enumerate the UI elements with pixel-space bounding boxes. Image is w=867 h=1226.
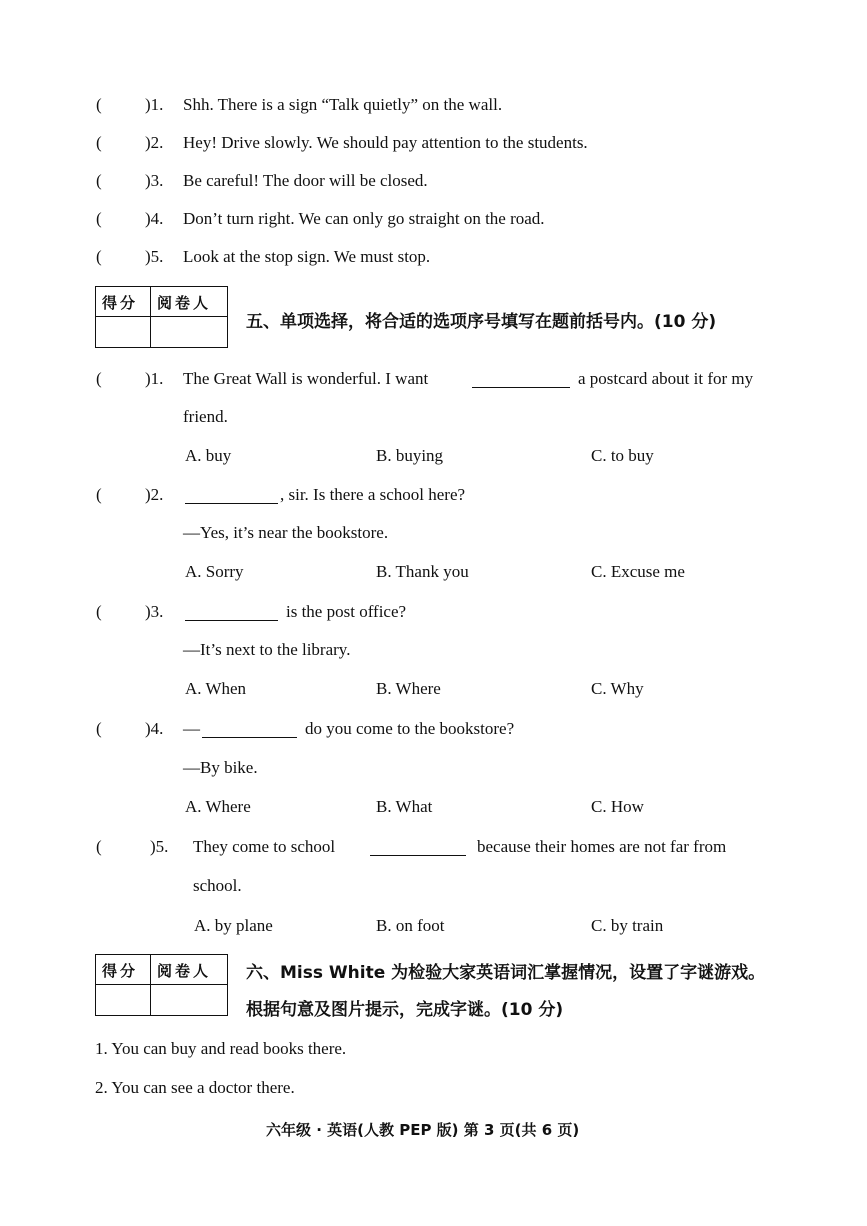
score-label: 得分 — [102, 294, 139, 312]
item-number: )1. — [145, 369, 164, 388]
page-footer: 六年级 · 英语(人教 PEP 版) 第 3 页(共 6 页) — [266, 1121, 580, 1139]
riddle-clue-1: 1. You can buy and read books there. — [95, 1039, 347, 1058]
item-number: )4. — [145, 719, 164, 738]
answer-bracket[interactable]: ( — [96, 247, 102, 266]
fill-blank[interactable] — [370, 839, 466, 856]
section-5-title: 五、单项选择，将合适的选项序号填写在题前括号内。(10 分) — [246, 312, 717, 332]
option-c[interactable]: C. by train — [591, 916, 664, 935]
item-number: )5. — [150, 837, 169, 856]
item-number: )5. — [145, 247, 164, 266]
item-text: Shh. There is a sign “Talk quietly” on the wall. — [183, 95, 503, 114]
item-number: )2. — [145, 133, 164, 152]
option-b[interactable]: B. Thank you — [376, 562, 469, 581]
item-number: )4. — [145, 209, 164, 228]
item-number: )3. — [145, 171, 164, 190]
answer-bracket[interactable]: ( — [96, 719, 102, 738]
option-a[interactable]: A. Sorry — [185, 562, 244, 581]
section-6-title-line2: 根据句意及图片提示，完成字谜。(10 分) — [246, 1000, 564, 1020]
question-text: They come to school — [193, 837, 336, 856]
question-text: The Great Wall is wonderful. I want — [183, 369, 429, 388]
riddle-clue-2: 2. You can see a doctor there. — [95, 1078, 295, 1097]
answer-line: —By bike. — [183, 758, 258, 777]
question-text-wrap: school. — [193, 876, 242, 895]
item-text: Hey! Drive slowly. We should pay attention to the students. — [183, 133, 588, 152]
answer-bracket[interactable]: ( — [96, 95, 102, 114]
answer-bracket[interactable]: ( — [96, 369, 102, 388]
item-text: Be careful! The door will be closed. — [183, 171, 428, 190]
fill-blank[interactable] — [202, 721, 297, 738]
option-c[interactable]: C. to buy — [591, 446, 654, 465]
fill-blank[interactable] — [185, 487, 278, 504]
option-b[interactable]: B. on foot — [376, 916, 445, 935]
reviewer-label: 阅卷人 — [157, 294, 212, 312]
fill-blank[interactable] — [185, 604, 278, 621]
item-text: Don’t turn right. We can only go straight on the road. — [183, 209, 545, 228]
answer-line: —It’s next to the library. — [183, 640, 351, 659]
item-number: )1. — [145, 95, 164, 114]
option-a[interactable]: A. buy — [185, 446, 232, 465]
option-b[interactable]: B. What — [376, 797, 433, 816]
question-text-cont: a postcard about it for my — [578, 369, 754, 388]
question-text: is the post office? — [286, 602, 407, 621]
score-box — [95, 954, 228, 1016]
option-c[interactable]: C. Excuse me — [591, 562, 685, 581]
answer-bracket[interactable]: ( — [96, 485, 102, 504]
item-number: )3. — [145, 602, 164, 621]
reviewer-label: 阅卷人 — [157, 962, 212, 980]
question-text-wrap: friend. — [183, 407, 228, 426]
dash: — — [183, 719, 200, 738]
item-text: Look at the stop sign. We must stop. — [183, 247, 431, 266]
answer-bracket[interactable]: ( — [96, 602, 102, 621]
section-6-title-line1: 六、Miss White 为检验大家英语词汇掌握情况，设置了字谜游戏。 — [246, 963, 766, 983]
option-a[interactable]: A. Where — [185, 797, 251, 816]
score-label: 得分 — [102, 962, 139, 980]
question-text: , sir. Is there a school here? — [280, 485, 466, 504]
question-text: do you come to the bookstore? — [305, 719, 515, 738]
answer-bracket[interactable]: ( — [96, 133, 102, 152]
answer-bracket[interactable]: ( — [96, 209, 102, 228]
option-b[interactable]: B. Where — [376, 679, 441, 698]
option-b[interactable]: B. buying — [376, 446, 444, 465]
answer-bracket[interactable]: ( — [96, 171, 102, 190]
option-a[interactable]: A. When — [185, 679, 247, 698]
fill-blank[interactable] — [472, 371, 570, 388]
answer-line: —Yes, it’s near the bookstore. — [183, 523, 389, 542]
answer-bracket[interactable]: ( — [96, 837, 102, 856]
option-a[interactable]: A. by plane — [194, 916, 273, 935]
score-box — [95, 286, 228, 348]
option-c[interactable]: C. How — [591, 797, 644, 816]
item-number: )2. — [145, 485, 164, 504]
option-c[interactable]: C. Why — [591, 679, 644, 698]
question-text-cont: because their homes are not far from — [477, 837, 727, 856]
